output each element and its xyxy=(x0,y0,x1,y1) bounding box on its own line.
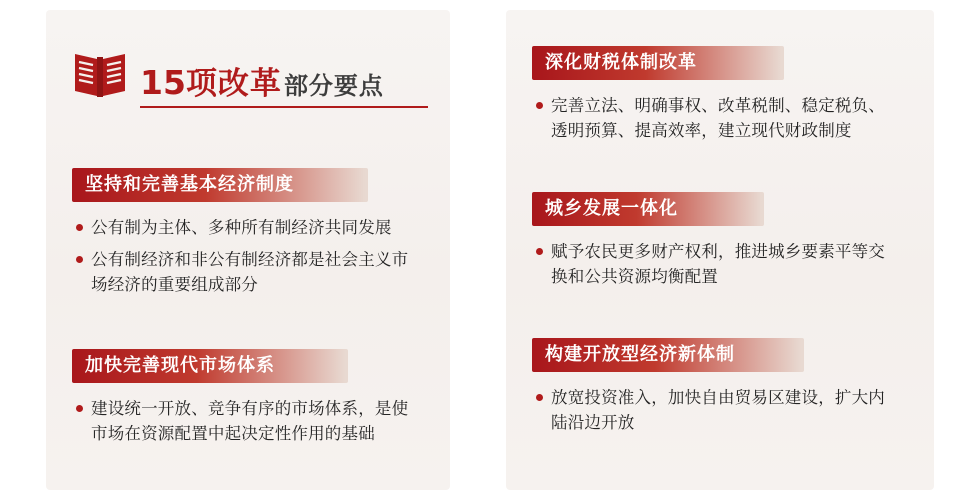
page-title xyxy=(72,48,384,100)
list-item: 赋予农民更多财产权利，推进城乡要素平等交换和公共资源均衡配置 xyxy=(536,239,900,289)
list-item: 完善立法、明确事权、改革税制、稳定税负、透明预算、提高效率，建立现代财政制度 xyxy=(536,93,900,143)
section-heading-bar xyxy=(532,192,764,226)
section-bullets xyxy=(76,396,424,446)
section-heading-bar xyxy=(72,168,368,202)
title-number: 15 xyxy=(140,63,186,102)
list-item: 公有制经济和非公有制经济都是社会主义市场经济的重要组成部分 xyxy=(76,247,424,297)
title-underline xyxy=(140,106,428,108)
section-heading-label: 深化财税体制改革 xyxy=(545,52,697,73)
section-bullets xyxy=(536,385,900,435)
section-heading-bar xyxy=(72,349,348,383)
title-sub: 部分要点 xyxy=(283,72,384,100)
section-heading-label: 城乡发展一体化 xyxy=(545,198,678,219)
right-panel xyxy=(506,10,934,490)
left-panel xyxy=(46,10,450,490)
list-item: 建设统一开放、竞争有序的市场体系，是使市场在资源配置中起决定性作用的基础 xyxy=(76,396,424,446)
open-book-icon xyxy=(72,48,128,100)
section-heading-bar xyxy=(532,46,784,80)
section-bullets xyxy=(536,93,900,143)
list-item: 公有制为主体、多种所有制经济共同发展 xyxy=(76,215,424,240)
title-text xyxy=(140,63,384,102)
section-heading-bar xyxy=(532,338,804,372)
list-item: 放宽投资准入，加快自由贸易区建设，扩大内陆沿边开放 xyxy=(536,385,900,435)
section-heading-label: 构建开放型经济新体制 xyxy=(545,344,735,365)
title-main: 项改革 xyxy=(185,66,282,102)
section-bullets xyxy=(536,239,900,289)
section-heading-label: 坚持和完善基本经济制度 xyxy=(85,174,294,195)
section-heading-label: 加快完善现代市场体系 xyxy=(85,355,275,376)
section-bullets xyxy=(76,215,424,297)
